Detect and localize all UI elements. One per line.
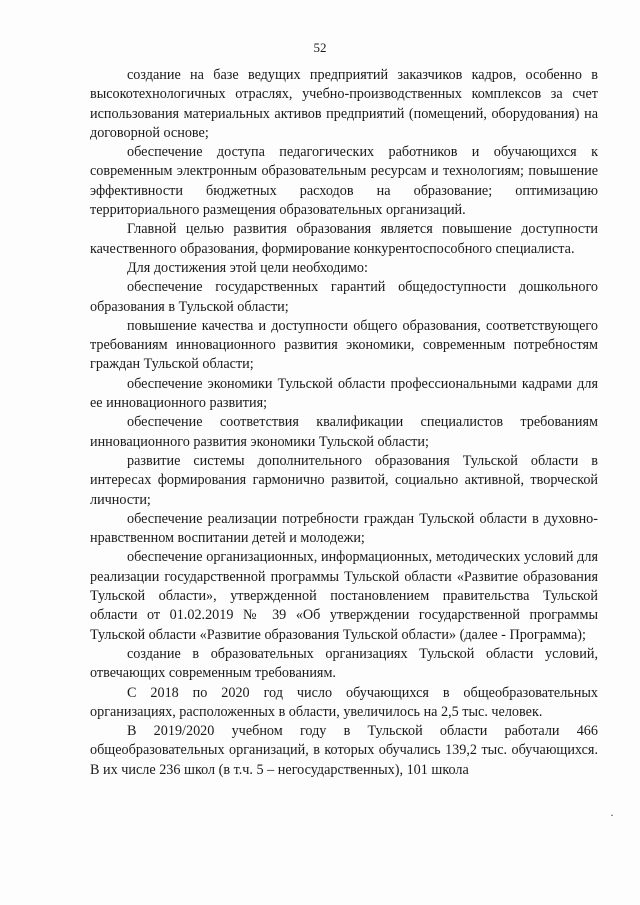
paragraph-5: обеспечение государственных гарантий общедоступности дошкольного образования в Тульской области;: [90, 279, 598, 315]
paragraph-6: повышение качества и доступности общего образования, соответствующего требованиям инновационного развития экономики, современным потребностям граждан Тульской области;: [90, 317, 598, 373]
paragraph-8: обеспечение соответствия квалификации специалистов требованиям инновационного развития экономики Тульской области;: [90, 414, 598, 450]
paragraph-1: создание на базе ведущих предприятий заказчиков кадров, особенно в высокотехнологичных отраслях, учебно-производственных комплексов за счет использования материальных активов предприятий (помещений, оборудования) на договорной основе;: [90, 67, 598, 141]
paragraph-12: создание в образовательных организациях Тульской области условий, отвечающих современным требованиям.: [90, 645, 598, 682]
paragraph-13: С 2018 по 2020 год число обучающихся в общеобразовательных организациях, расположенных в области, увеличилось на 2,5 тыс. человек.: [90, 684, 598, 720]
paragraph-2: обеспечение доступа педагогических работников и обучающихся к современным электронным образовательным ресурсам и технологиям; повышение эффективности бюджетных расходов на образование; оптимизацию территориального размещения образовательных организаций.: [90, 144, 598, 219]
scan-speck: ·: [610, 808, 614, 822]
document-body: [90, 66, 598, 780]
paragraph-11: обеспечение организационных, информационных, методических условий для реализации государственной программы Тульской области «Развитие образования Тульской области», утвержденной постановлением правительства Тульской области от 01.02.2019 № 39 «Об утверждении государственной программы Тульской области «Развитие образования Тульской области» (далее - Программа);: [90, 549, 598, 643]
page-number: 52: [313, 40, 327, 55]
paragraph-14: В 2019/2020 учебном году в Тульской области работали 466 общеобразовательных организаций, в которых обучались 139,2 тыс. обучающихся. В их числе 236 школ (в т.ч. 5 – негосударственных), 101 школа: [90, 723, 598, 778]
paragraph-4: Для достижения этой цели необходимо:: [127, 259, 368, 276]
paragraph-7: обеспечение экономики Тульской области профессиональными кадрами для ее инновационного развития;: [90, 375, 598, 412]
paragraph-9: развитие системы дополнительного образования Тульской области в интересах формирования гармонично развитой, социально активной, творческой личности;: [90, 452, 598, 508]
paragraph-3: Главной целью развития образования является повышение доступности качественного образования, формирование конкурентоспособного специалиста.: [90, 221, 598, 257]
paragraph-10: обеспечение реализации потребности граждан Тульской области в духовно-нравственном воспитании детей и молодежи;: [90, 510, 598, 547]
